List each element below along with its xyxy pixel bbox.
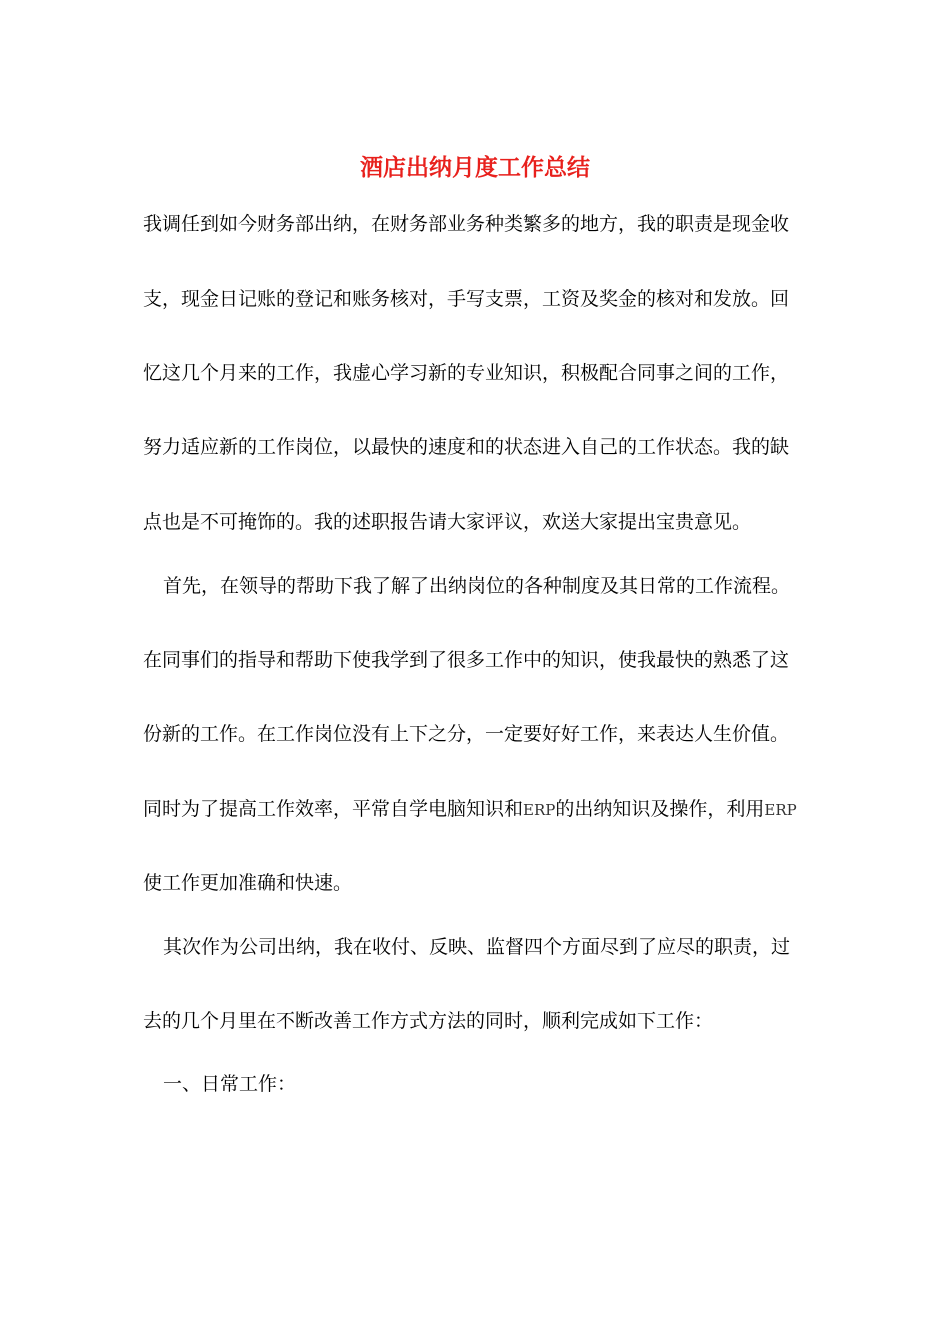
paragraph-line: 使工作更加准确和快速。 bbox=[143, 872, 353, 894]
paragraph-line: 在同事们的指导和帮助下使我学到了很多工作中的知识，使我最快的熟悉了这 bbox=[143, 649, 790, 671]
paragraph-line: 份新的工作。在工作岗位没有上下之分，一定要好好工作，来表达人生价值。 bbox=[143, 723, 790, 745]
paragraph-line: 支，现金日记账的登记和账务核对，手写支票，工资及奖金的核对和发放。回 bbox=[143, 288, 790, 310]
line-segment: 的出纳知识及操作，利用 bbox=[555, 798, 765, 820]
paragraph-line: 忆这几个月来的工作，我虚心学习新的专业知识，积极配合同事之间的工作， bbox=[143, 362, 790, 384]
erp-term: ERP bbox=[764, 801, 797, 819]
paragraph-line: 首先，在领导的帮助下我了解了出纳岗位的各种制度及其日常的工作流程。 bbox=[163, 575, 791, 597]
line-segment: 同时为了提高工作效率，平常自学电脑知识和 bbox=[143, 798, 524, 820]
paragraph-line: 点也是不可掩饰的。我的述职报告请大家评议，欢送大家提出宝贵意见。 bbox=[143, 511, 752, 533]
document-title: 酒店出纳月度工作总结 bbox=[360, 154, 590, 181]
paragraph-line: 努力适应新的工作岗位，以最快的速度和的状态进入自己的工作状态。我的缺 bbox=[143, 436, 790, 458]
paragraph-line: 其次作为公司出纳，我在收付、反映、监督四个方面尽到了应尽的职责，过 bbox=[163, 936, 791, 958]
erp-term: ERP bbox=[523, 801, 556, 819]
paragraph-line: 我调任到如今财务部出纳，在财务部业务种类繁多的地方，我的职责是现金收 bbox=[143, 213, 790, 235]
paragraph-line: 去的几个月里在不断改善工作方式方法的同时，顺利完成如下工作： bbox=[143, 1010, 714, 1032]
paragraph-line-with-erp bbox=[143, 795, 823, 824]
section-heading: 一、日常工作： bbox=[163, 1073, 297, 1095]
